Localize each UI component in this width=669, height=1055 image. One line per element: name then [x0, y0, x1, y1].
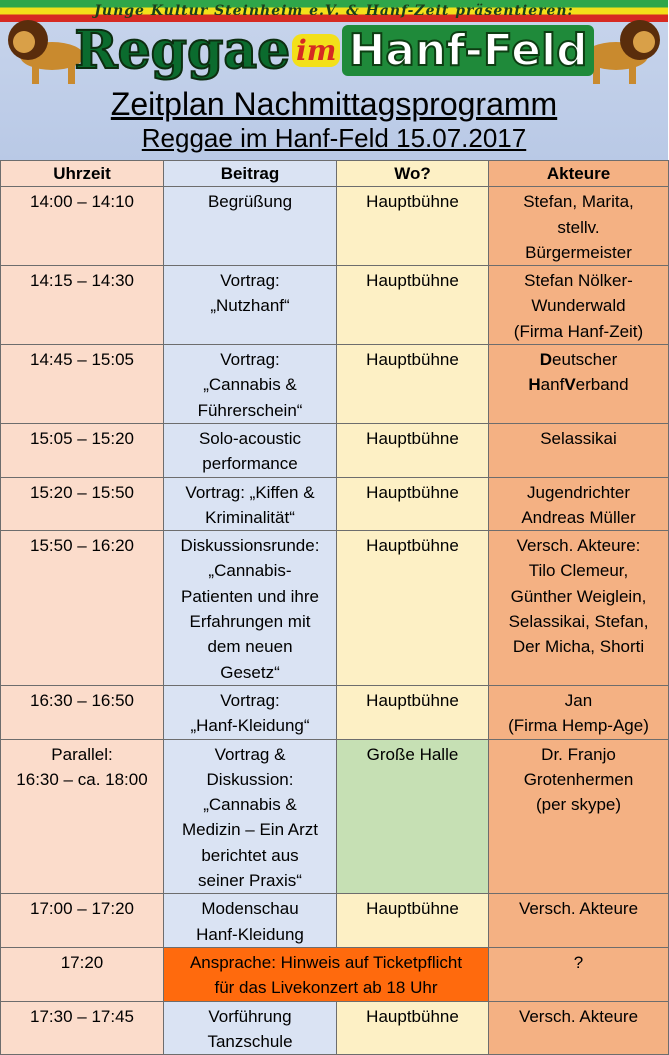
- table-row: [1, 187, 669, 266]
- page-subtitle: Reggae im Hanf-Feld 15.07.2017: [141, 123, 527, 153]
- time-cell: 17:00 – 17:20: [1, 894, 164, 948]
- time-cell: 15:20 – 15:50: [1, 477, 164, 531]
- logo-im-text: im: [292, 34, 340, 67]
- beitrag-cell: Vortrag: „Cannabis & Führerschein“: [164, 345, 337, 424]
- time-cell: 17:20: [1, 947, 164, 1001]
- beitrag-cell: Solo-acoustic performance: [164, 423, 337, 477]
- beitrag-cell: Vortrag: „Kiffen & Kriminalität“: [164, 477, 337, 531]
- page-title: Zeitplan Nachmittagsprogramm: [110, 86, 558, 122]
- column-header-beitrag: Beitrag: [164, 161, 337, 187]
- logo-reggae-text: Reggae: [74, 20, 291, 81]
- table-row: [1, 947, 669, 1001]
- table-row: [1, 266, 669, 345]
- akteure-text: erband: [575, 375, 629, 395]
- table-row: [1, 345, 669, 424]
- akteure-cell: Stefan, Marita, stellv. Bürgermeister: [489, 187, 669, 266]
- akteure-cell: Versch. Akteure: Tilo Clemeur, Günther Weiglein, Selassikai, Stefan, Der Micha, Shorti: [489, 531, 669, 686]
- akteure-cell: Versch. Akteure: [489, 1001, 669, 1055]
- location-cell: Hauptbühne: [337, 531, 489, 686]
- beitrag-cell: Vorführung Tanzschule: [164, 1001, 337, 1055]
- table-header-row: [1, 161, 669, 187]
- beitrag-cell: Diskussionsrunde: „Cannabis- Patienten und ihre Erfahrungen mit dem neuen Gesetz“: [164, 531, 337, 686]
- logo-hanf-feld-text: Hanf-Feld: [342, 25, 593, 76]
- time-cell: 15:05 – 15:20: [1, 423, 164, 477]
- column-header-uhrzeit: Uhrzeit: [1, 161, 164, 187]
- time-cell: 16:30 – 16:50: [1, 685, 164, 739]
- location-cell: Hauptbühne: [337, 423, 489, 477]
- location-cell: Hauptbühne: [337, 477, 489, 531]
- akteure-text: eutscher: [552, 350, 618, 370]
- table-row: [1, 685, 669, 739]
- time-cell: 14:15 – 14:30: [1, 266, 164, 345]
- table-row: [1, 477, 669, 531]
- akteure-cell: Selassikai: [489, 423, 669, 477]
- table-row: [1, 894, 669, 948]
- time-cell: 14:45 – 15:05: [1, 345, 164, 424]
- location-cell: Große Halle: [337, 739, 489, 894]
- location-cell: Hauptbühne: [337, 894, 489, 948]
- location-cell: Hauptbühne: [337, 266, 489, 345]
- akteure-cell: Dr. Franjo Grotenhermen (per skype): [489, 739, 669, 894]
- ticket-notice-cell: Ansprache: Hinweis auf Ticketpflicht für das Livekonzert ab 18 Uhr: [164, 947, 489, 1001]
- akteure-text: anf: [540, 375, 565, 395]
- column-header-akteure: Akteure: [489, 161, 669, 187]
- time-cell: 17:30 – 17:45: [1, 1001, 164, 1055]
- beitrag-cell: Modenschau Hanf-Kleidung: [164, 894, 337, 948]
- table-row: [1, 1001, 669, 1055]
- column-header-wo: Wo?: [337, 161, 489, 187]
- beitrag-cell: Vortrag: „Nutzhanf“: [164, 266, 337, 345]
- akteure-cell: Versch. Akteure: [489, 894, 669, 948]
- event-logo: [0, 20, 668, 84]
- presenter-banner: Junge Kultur Steinheim e.V. & Hanf-Zeit präsentieren:: [94, 3, 574, 19]
- location-cell: Hauptbühne: [337, 187, 489, 266]
- table-row: [1, 739, 669, 894]
- location-cell: Hauptbühne: [337, 345, 489, 424]
- beitrag-cell: Vortrag & Diskussion: „Cannabis & Medizin – Ein Arzt berichtet aus seiner Praxis“: [164, 739, 337, 894]
- schedule-table: [0, 160, 669, 1055]
- table-row: [1, 423, 669, 477]
- time-cell: Parallel: 16:30 – ca. 18:00: [1, 739, 164, 894]
- poster-header: [0, 0, 668, 160]
- akteure-cell: Stefan Nölker- Wunderwald (Firma Hanf-Zeit): [489, 266, 669, 345]
- akteure-cell: ?: [489, 947, 669, 1001]
- akteure-cell: [489, 345, 669, 424]
- akteure-cell: Jan (Firma Hemp-Age): [489, 685, 669, 739]
- beitrag-cell: Begrüßung: [164, 187, 337, 266]
- akteure-initial: D: [539, 350, 553, 370]
- location-cell: Hauptbühne: [337, 1001, 489, 1055]
- akteure-cell: Jugendrichter Andreas Müller: [489, 477, 669, 531]
- location-cell: Hauptbühne: [337, 685, 489, 739]
- beitrag-cell: Vortrag: „Hanf-Kleidung“: [164, 685, 337, 739]
- time-cell: 15:50 – 16:20: [1, 531, 164, 686]
- akteure-initial: H: [528, 375, 541, 395]
- akteure-initial: V: [564, 375, 576, 395]
- table-row: [1, 531, 669, 686]
- time-cell: 14:00 – 14:10: [1, 187, 164, 266]
